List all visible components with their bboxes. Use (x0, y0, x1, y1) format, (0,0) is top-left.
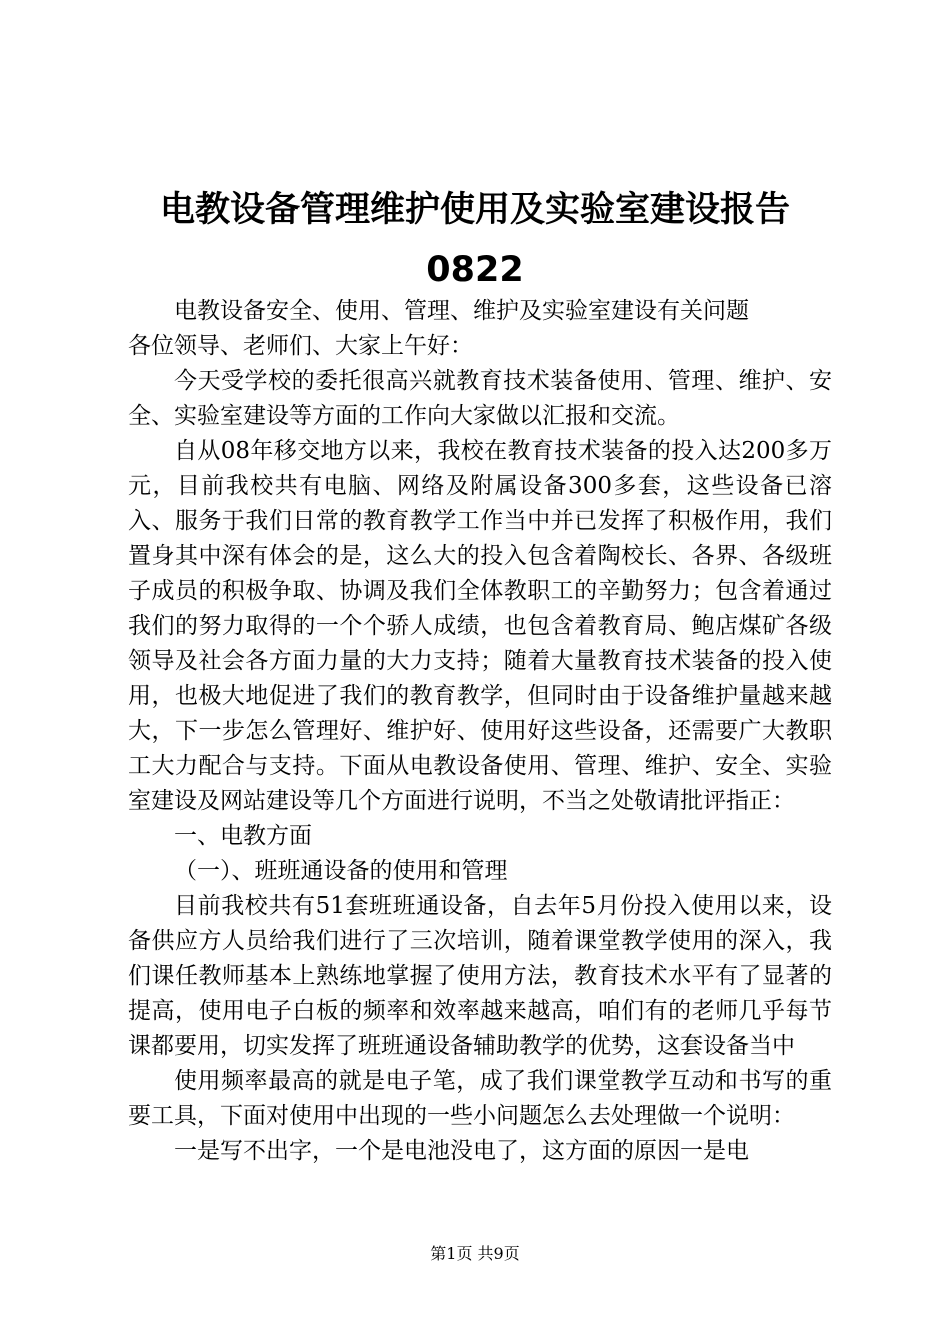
section-heading-1: 一、电教方面 (174, 823, 312, 849)
paragraph-background: 自从08年移交地方以来，我校在教育技术装备的投入达200多万元，目前我校共有电脑、网络及附属设备300多套，这些设备已溶入、服务于我们日常的教育教学工作当中并已发挥了积极作用，我们置身其中深有体会的是，这么大的投入包含着陶校长、各界、各级班子成员的积极争取、协调及我们全体教职工的辛勤努力；包含着通过我们的努力取得的一个个骄人成绩，也包含着教育局、鲍店煤矿各级领导及社会各方面力量的大力支持；随着大量教育技术装备的投入使用，也极大地促进了我们的教育教学，但同时由于设备维护量越来越大，下一步怎么管理好、维护好、使用好这些设备，还需要广大教职工大力配合与支持。下面从电教设备使用、管理、维护、安全、实验室建设及网站建设等几个方面进行说明，不当之处敬请批评指正： (128, 438, 832, 814)
subsection-heading-1: （一）、班班通设备的使用和管理 (174, 858, 508, 884)
paragraph-greeting: 各位领导、老师们、大家上午好： (128, 333, 473, 359)
paragraph-subject: 电教设备安全、使用、管理、维护及实验室建设有关问题 (174, 298, 749, 324)
document-body (128, 294, 832, 1169)
title-line-2: 0822 (426, 250, 524, 290)
page-footer: 第1页 共9页 (430, 1244, 520, 1263)
paragraph-issue-1: 一是写不出字，一个是电池没电了，这方面的原因一是电 (174, 1138, 749, 1164)
paragraph-pen-usage: 使用频率最高的就是电子笔，成了我们课堂教学互动和书写的重要工具，下面对使用中出现的一些小问题怎么去处理做一个说明： (128, 1068, 832, 1129)
title-line-1: 电教设备管理维护使用及实验室建设报告 (159, 190, 790, 230)
document-title (0, 180, 950, 300)
paragraph-banbantong: 目前我校共有51套班班通设备，自去年5月份投入使用以来，设备供应方人员给我们进行了三次培训，随着课堂教学使用的深入，我们课任教师基本上熟练地掌握了使用方法，教育技术水平有了显著的提高，使用电子白板的频率和效率越来越高，咱们有的老师几乎每节课都要用，切实发挥了班班通设备辅助教学的优势，这套设备当中 (128, 893, 832, 1059)
paragraph-intro: 今天受学校的委托很高兴就教育技术装备使用、管理、维护、安全、实验室建设等方面的工作向大家做以汇报和交流。 (128, 368, 832, 429)
